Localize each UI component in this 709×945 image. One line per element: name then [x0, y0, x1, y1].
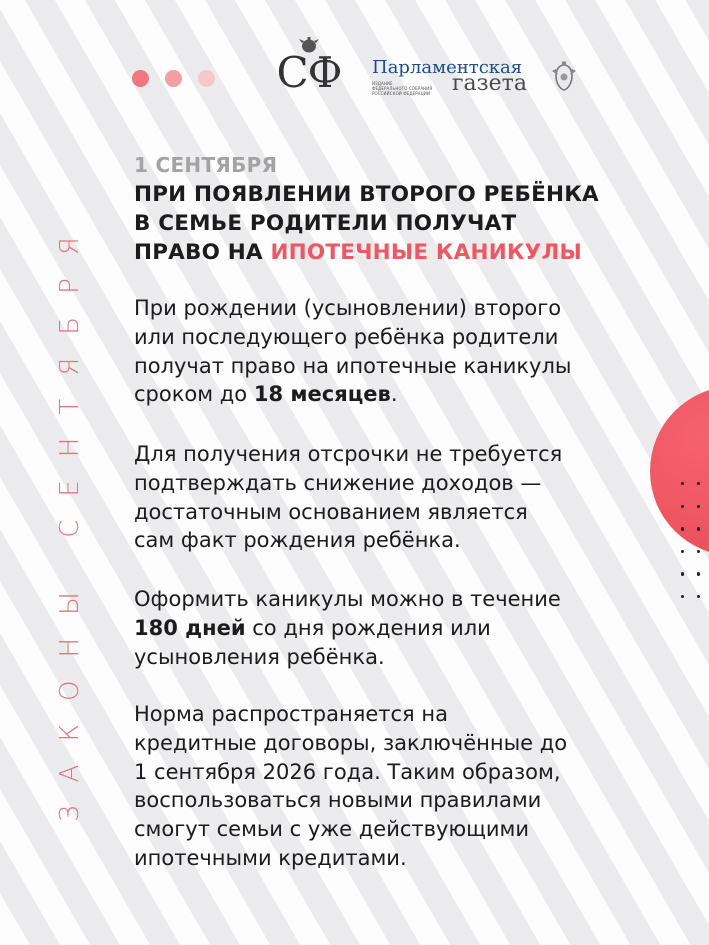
infographic-card: СФ Парламентская ИЗДАНИЕ ФЕДЕРАЛЬНОГО СОБРАНИЯ РОССИЙСКОЙ ФЕДЕРАЦИИ газета ЗАКОНЫ СЕНТЯБРЯ 1 СЕНТЯБРЯ ПРИ ПОЯВЛЕНИИ ВТОРОГО РЕБЁНКА В СЕМЬЕ РОДИТЕЛИ ПОЛУЧАТ ПРАВО НА ИПОТЕЧНЫЕ КАНИКУЛЫ При рождении (усыновлении) второго или последующего ребёнка родители получат право на ипотечные каникулы сроком до 18 месяцев. Для получения отсрочки не требуется подтверждать снижение доходов — достаточным основанием является сам факт рождения ребёнка. Оформить каникулы можно в течение 180 дней со дня рождения или усыновления ребёнка. Норма распространяется на кредитные договоры, заключённые до 1 сентября 2026 года. Таким образом, воспользоваться новыми правилами смогут семьи с уже действующими ипотечными кредитами. [0, 0, 709, 945]
headline-accent: ИПОТЕЧНЫЕ КАНИКУЛЫ [270, 240, 582, 265]
article-date: 1 СЕНТЯБРЯ [134, 153, 278, 177]
pg-logo-line1: Парламентская [372, 57, 523, 78]
decor-dot-1 [132, 70, 149, 87]
decor-dot-2 [165, 70, 182, 87]
paragraph-3: Оформить каникулы можно в течение 180 дней со дня рождения или усыновления ребёнка. [134, 587, 561, 669]
eagle-emblem-icon [550, 61, 578, 93]
article-headline: ПРИ ПОЯВЛЕНИИ ВТОРОГО РЕБЁНКА В СЕМЬЕ РОДИТЕЛИ ПОЛУЧАТ ПРАВО НА ИПОТЕЧНЫЕ КАНИКУЛЫ [134, 182, 599, 265]
paragraph-1: При рождении (усыновлении) второго или последующего ребёнка родители получат право на ипотечные каникулы сроком до 18 месяцев. [134, 296, 572, 407]
decor-dot-grid [681, 482, 709, 622]
sf-logo-text: СФ [276, 48, 342, 97]
sf-logo [268, 36, 350, 98]
pg-logo-line2: газета [452, 71, 527, 96]
paragraph-4: Норма распространяется на кредитные договоры, заключённые до 1 сентября 2026 года. Таким образом, воспользоваться новыми правилами смогут семьи с уже действующими ипотечными кредитами. [134, 702, 568, 870]
paragraph-2: Для получения отсрочки не требуется подтверждать снижение доходов — достаточным основанием является сам факт рождения ребёнка. [134, 442, 563, 553]
parliament-gazette-logo [372, 58, 582, 100]
pg-logo-subtitle: ИЗДАНИЕ ФЕДЕРАЛЬНОГО СОБРАНИЯ РОССИЙСКОЙ ФЕДЕРАЦИИ [372, 81, 433, 96]
decor-dot-3 [198, 70, 215, 87]
